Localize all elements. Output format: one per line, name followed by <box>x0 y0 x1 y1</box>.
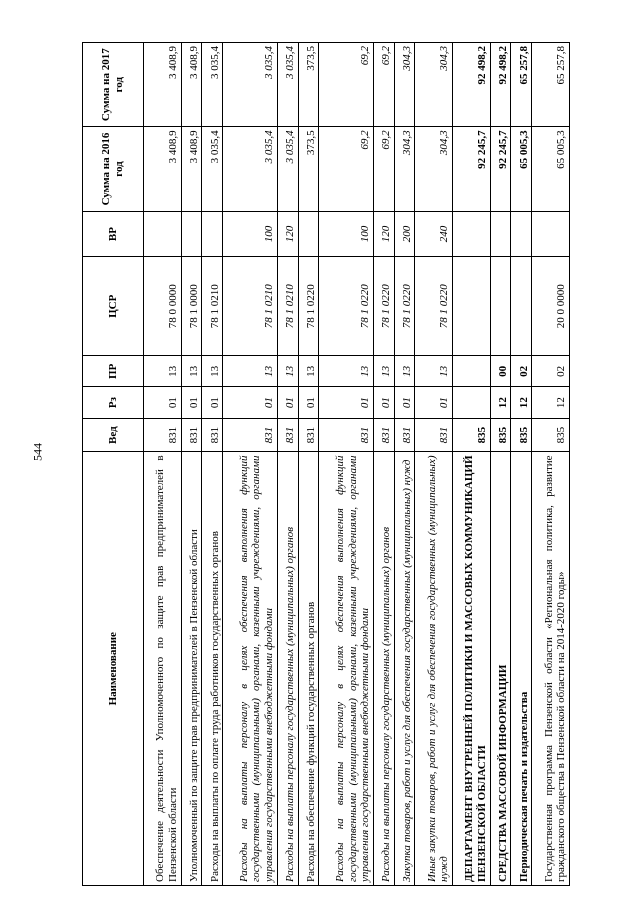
row-vr: 120 <box>373 211 394 257</box>
row-name: Расходы на выплаты персоналу в целях обеспечения выполнения функций государственными (муниципальными) органами, казенными учреждениями, органами управления государственными внебюджетными фондами <box>223 452 277 886</box>
row-csr: 78 1 0220 <box>319 257 373 356</box>
page-number: 544 <box>30 443 45 461</box>
row-csr: 78 1 0220 <box>373 257 394 356</box>
row-sum-2017: 3 035,4 <box>202 43 223 127</box>
row-sum-2016: 304,3 <box>394 127 415 211</box>
row-vr: 100 <box>223 211 277 257</box>
row-pr: 13 <box>181 356 202 387</box>
row-sum-2016: 3 035,4 <box>277 127 298 211</box>
row-rz: 12 <box>511 387 532 418</box>
row-csr: 78 0 0000 <box>144 257 182 356</box>
row-sum-2016: 65 005,3 <box>532 127 570 211</box>
row-rz: 01 <box>298 387 319 418</box>
row-name: Расходы на обеспечение функций государственных органов <box>298 452 319 886</box>
row-rz: 01 <box>181 387 202 418</box>
row-vr: 120 <box>277 211 298 257</box>
row-rz <box>453 387 491 418</box>
row-csr: 20 0 0000 <box>532 257 570 356</box>
row-sum-2016: 3 408,9 <box>181 127 202 211</box>
row-ved: 835 <box>532 418 570 452</box>
row-ved: 831 <box>415 418 453 452</box>
row-sum-2017: 69,2 <box>373 43 394 127</box>
table-row <box>511 43 532 886</box>
row-csr: 78 1 0210 <box>277 257 298 356</box>
table-row <box>181 43 202 886</box>
row-name: Расходы на выплаты по оплате труда работников государственных органов <box>202 452 223 886</box>
table-row <box>415 43 453 886</box>
row-csr <box>490 257 511 356</box>
row-name: Государственная программа Пензенской области «Региональная политика, развитие гражданского общества в Пензенской области на 2014-2020 годы» <box>532 452 570 886</box>
row-csr <box>453 257 491 356</box>
header-vr: ВР <box>83 211 144 257</box>
table-row <box>490 43 511 886</box>
row-name: Закупка товаров, работ и услуг для обеспечения государственных (муниципальных) нужд <box>394 452 415 886</box>
row-vr <box>144 211 182 257</box>
table-row <box>202 43 223 886</box>
row-rz: 12 <box>490 387 511 418</box>
row-ved: 831 <box>319 418 373 452</box>
table-row <box>277 43 298 886</box>
row-csr: 78 1 0210 <box>202 257 223 356</box>
row-sum-2017: 373,5 <box>298 43 319 127</box>
row-pr: 13 <box>415 356 453 387</box>
row-pr: 13 <box>298 356 319 387</box>
row-vr <box>490 211 511 257</box>
row-sum-2017: 304,3 <box>394 43 415 127</box>
row-csr: 78 1 0210 <box>223 257 277 356</box>
table-header-row <box>83 43 144 886</box>
budget-table-container <box>82 42 570 886</box>
row-pr: 13 <box>144 356 182 387</box>
row-ved: 831 <box>394 418 415 452</box>
row-name: Периодическая печать и издательства <box>511 452 532 886</box>
row-pr: 13 <box>223 356 277 387</box>
row-rz: 01 <box>144 387 182 418</box>
row-pr: 02 <box>532 356 570 387</box>
row-vr: 240 <box>415 211 453 257</box>
row-rz: 12 <box>532 387 570 418</box>
row-sum-2016: 92 245,7 <box>453 127 491 211</box>
header-rz: Рз <box>83 387 144 418</box>
budget-table <box>82 42 570 886</box>
row-sum-2016: 65 005,3 <box>511 127 532 211</box>
row-pr: 13 <box>277 356 298 387</box>
row-name: Иные закупки товаров, работ и услуг для обеспечения государственных (муниципальных) нужд <box>415 452 453 886</box>
header-csr: ЦСР <box>83 257 144 356</box>
row-pr: 13 <box>394 356 415 387</box>
row-vr <box>181 211 202 257</box>
table-row <box>298 43 319 886</box>
row-ved: 835 <box>490 418 511 452</box>
row-ved: 831 <box>223 418 277 452</box>
row-pr <box>453 356 491 387</box>
row-csr: 78 1 0220 <box>298 257 319 356</box>
row-name: Обеспечение деятельности Уполномоченного по защите прав предпринимателей в Пензенской области <box>144 452 182 886</box>
table-row <box>319 43 373 886</box>
row-sum-2017: 92 498,2 <box>453 43 491 127</box>
table-row <box>394 43 415 886</box>
row-rz: 01 <box>394 387 415 418</box>
row-sum-2017: 3 035,4 <box>277 43 298 127</box>
table-row <box>532 43 570 886</box>
row-sum-2016: 304,3 <box>415 127 453 211</box>
row-ved: 831 <box>373 418 394 452</box>
row-pr: 13 <box>202 356 223 387</box>
row-pr: 13 <box>319 356 373 387</box>
row-sum-2016: 3 408,9 <box>144 127 182 211</box>
row-ved: 831 <box>277 418 298 452</box>
row-csr: 78 1 0220 <box>394 257 415 356</box>
row-sum-2017: 69,2 <box>319 43 373 127</box>
table-row <box>223 43 277 886</box>
header-ved: Вед <box>83 418 144 452</box>
row-name: Расходы на выплаты персоналу в целях обеспечения выполнения функций государственными (муниципальными) органами, казенными учреждениями, органами управления государственными внебюджетными фондами <box>319 452 373 886</box>
header-sum-2016: Сумма на 2016 год <box>83 127 144 211</box>
header-name: Наименование <box>83 452 144 886</box>
row-rz: 01 <box>202 387 223 418</box>
row-pr: 00 <box>490 356 511 387</box>
row-vr <box>453 211 491 257</box>
row-rz: 01 <box>415 387 453 418</box>
row-ved: 835 <box>453 418 491 452</box>
row-sum-2017: 304,3 <box>415 43 453 127</box>
row-ved: 831 <box>298 418 319 452</box>
row-sum-2016: 3 035,4 <box>223 127 277 211</box>
row-name: СРЕДСТВА МАССОВОЙ ИНФОРМАЦИИ <box>490 452 511 886</box>
row-pr: 13 <box>373 356 394 387</box>
row-pr: 02 <box>511 356 532 387</box>
row-ved: 831 <box>202 418 223 452</box>
row-csr <box>511 257 532 356</box>
row-vr: 200 <box>394 211 415 257</box>
row-rz: 01 <box>319 387 373 418</box>
row-sum-2017: 3 408,9 <box>181 43 202 127</box>
row-name: Расходы на выплаты персоналу государственных (муниципальных) органов <box>277 452 298 886</box>
header-sum-2017: Сумма на 2017 год <box>83 43 144 127</box>
header-pr: ПР <box>83 356 144 387</box>
row-rz: 01 <box>277 387 298 418</box>
row-csr: 78 1 0000 <box>181 257 202 356</box>
row-sum-2016: 69,2 <box>373 127 394 211</box>
row-ved: 831 <box>181 418 202 452</box>
row-sum-2017: 65 257,8 <box>532 43 570 127</box>
row-vr <box>202 211 223 257</box>
row-name: Расходы на выплаты персоналу государственных (муниципальных) органов <box>373 452 394 886</box>
row-sum-2016: 373,5 <box>298 127 319 211</box>
row-rz: 01 <box>373 387 394 418</box>
row-vr <box>532 211 570 257</box>
row-sum-2017: 3 035,4 <box>223 43 277 127</box>
row-csr: 78 1 0220 <box>415 257 453 356</box>
row-rz: 01 <box>223 387 277 418</box>
row-sum-2017: 65 257,8 <box>511 43 532 127</box>
row-sum-2016: 3 035,4 <box>202 127 223 211</box>
row-name: ДЕПАРТАМЕНТ ВНУТРЕННЕЙ ПОЛИТИКИ И МАССОВЫХ КОММУНИКАЦИЙ ПЕНЗЕНСКОЙ ОБЛАСТИ <box>453 452 491 886</box>
row-name: Уполномоченный по защите прав предпринимателей в Пензенской области <box>181 452 202 886</box>
table-row <box>373 43 394 886</box>
row-vr <box>298 211 319 257</box>
row-vr <box>511 211 532 257</box>
row-ved: 835 <box>511 418 532 452</box>
row-vr: 100 <box>319 211 373 257</box>
row-sum-2016: 92 245,7 <box>490 127 511 211</box>
table-row <box>453 43 491 886</box>
row-sum-2017: 3 408,9 <box>144 43 182 127</box>
row-sum-2017: 92 498,2 <box>490 43 511 127</box>
row-ved: 831 <box>144 418 182 452</box>
row-sum-2016: 69,2 <box>319 127 373 211</box>
table-row <box>144 43 182 886</box>
